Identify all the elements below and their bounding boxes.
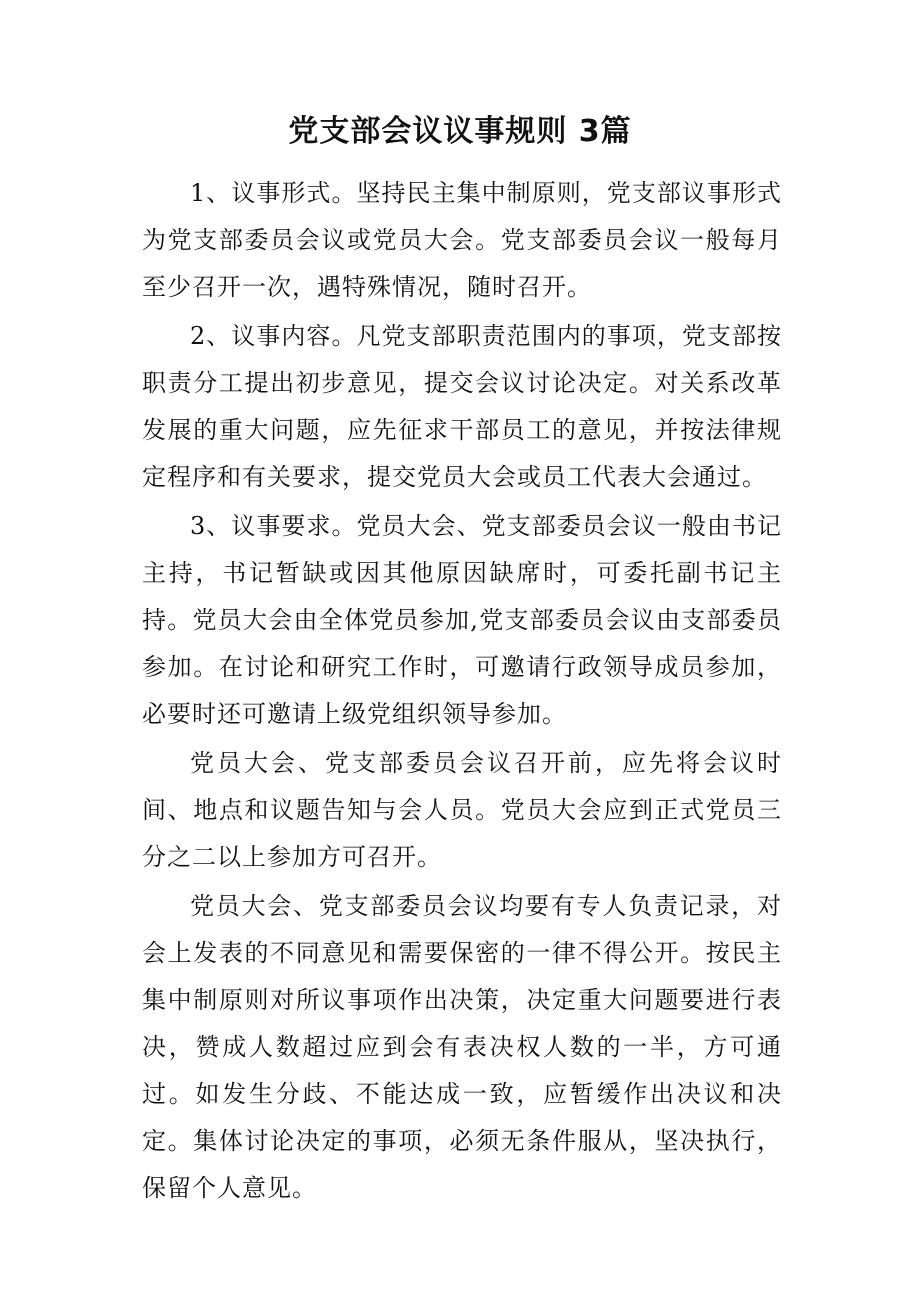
paragraph-5: 党员大会、党支部委员会议均要有专人负责记录，对会上发表的不同意见和需要保密的一律不得公开。按民主集中制原则对所议事项作出决策，决定重大问题要进行表决，赞成人数超过应到会有表决权人数的一半，方可通过。如发生分歧、不能达成一致，应暂缓作出决议和决定。集体讨论决定的事项，必须无条件服从，坚决执行，保留个人意见。 — [142, 892, 782, 1202]
paragraph-4: 党员大会、党支部委员会议召开前，应先将会议时间、地点和议题告知与会人员。党员大会应到正式党员三分之二以上参加方可召开。 — [142, 749, 782, 871]
paragraph-3: 3、议事要求。党员大会、党支部委员会议一般由书记主持，书记暂缺或因其他原因缺席时，可委托副书记主持。党员大会由全体党员参加,党支部委员会议由支部委员参加。在讨论和研究工作时，可邀请行政领导成员参加，必要时还可邀请上级党组织领导参加。 — [142, 512, 782, 728]
paragraph-2: 2、议事内容。凡党支部职责范围内的事项，党支部按职责分工提出初步意见，提交会议讨论决定。对关系改革发展的重大问题，应先征求干部员工的意见，并按法律规定程序和有关要求，提交党员大会或员工代表大会通过。 — [142, 322, 782, 491]
document-title: 党支部会议议事规则 3篇 — [288, 114, 632, 149]
paragraph-1: 1、议事形式。坚持民主集中制原则，党支部议事形式为党支部委员会议或党员大会。党支部委员会议一般每月至少召开一次，遇特殊情况，随时召开。 — [142, 179, 782, 301]
document-body — [142, 170, 782, 1214]
